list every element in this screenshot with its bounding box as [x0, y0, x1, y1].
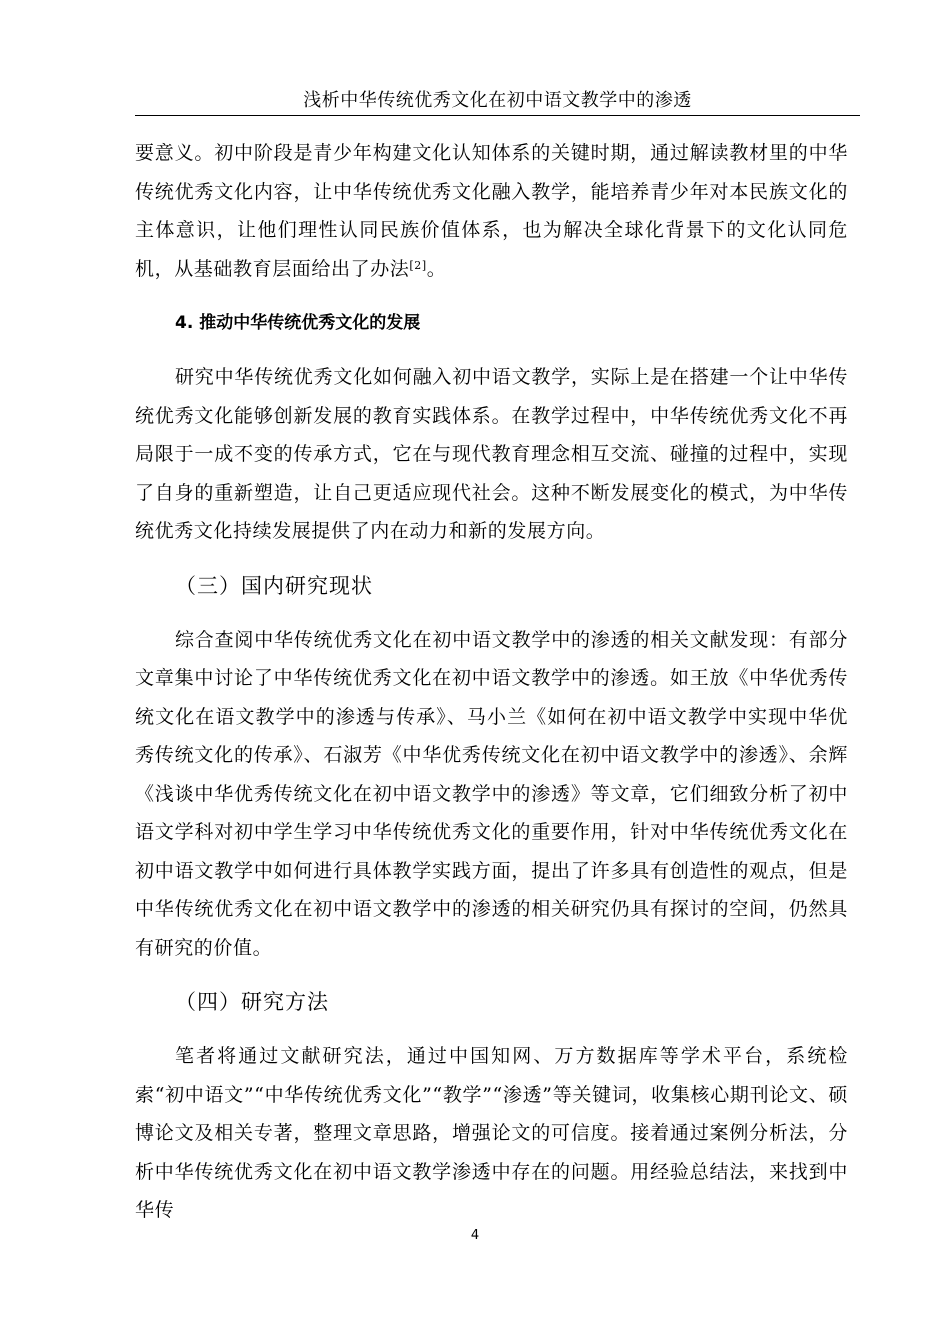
- spacer: [135, 338, 848, 358]
- paragraph-domestic-research: 综合查阅中华传统优秀文化在初中语文教学中的渗透的相关文献发现：有部分文章集中讨论了中华传统优秀文化在初中语文教学中的渗透。如王放《中华优秀传统文化在语文教学中的渗透与传承》、马小兰《如何在初中语文教学中实现中华优秀传统文化的传承》、石淑芳《中华优秀传统文化在初中语文教学中的渗透》、余辉《浅谈中华优秀传统文化在初中语文教学中的渗透》等文章，它们细致分析了初中语文学科对初中学生学习中华传统优秀文化的重要作用，针对中华传统优秀文化在初中语文教学中如何进行具体教学实践方面，提出了许多具有创造性的观点，但是中华传统优秀文化在初中语文教学中的渗透的相关研究仍具有探讨的空间，仍然具有研究的价值。: [135, 628, 848, 959]
- section-heading-research-methods: （四）研究方法: [175, 990, 329, 1014]
- running-header: 浅析中华传统优秀文化在初中语文教学中的渗透: [303, 90, 692, 111]
- header-rule: [135, 115, 860, 116]
- document-body: [135, 134, 848, 1230]
- paragraph-continuation: [135, 134, 848, 288]
- paragraph-text: 要意义。初中阶段是青少年构建文化认知体系的关键时期，通过解读教材里的中华传统优秀文化内容，让中华传统优秀文化融入教学，能培养青少年对本民族文化的主体意识，让他们理性认同民族价值体系，也为解决全球化背景下的文化认同危机，从基础教育层面给出了办法: [135, 142, 848, 280]
- section-heading-domestic-research: （三）国内研究现状: [175, 573, 373, 598]
- paragraph-development: 研究中华传统优秀文化如何融入初中语文教学，实际上是在搭建一个让中华传统优秀文化能够创新发展的教育实践体系。在教学过程中，中华传统优秀文化不再局限于一成不变的传承方式，它在与现代教育理念相互交流、碰撞的过程中，实现了自身的重新塑造，让自己更适应现代社会。这种不断发展变化的模式，为中华传统优秀文化持续发展提供了内在动力和新的发展方向。: [135, 366, 848, 542]
- paragraph-research-methods: 笔者将通过文献研究法，通过中国知网、万方数据库等学术平台，系统检索“初中语文”“中华传统优秀文化”“教学”“渗透”等关键词，收集核心期刊论文、硕博论文及相关专著，整理文章思路，增强论文的可信度。接着通过案例分析法，分析中华传统优秀文化在初中语文教学渗透中存在的问题。用经验总结法，来找到中华传: [135, 1045, 848, 1221]
- paragraph-end: 。: [426, 257, 447, 280]
- spacer: [135, 1017, 848, 1037]
- subheading-promote-development: 4. 推动中华传统优秀文化的发展: [175, 313, 421, 333]
- page-number: 4: [470, 1228, 480, 1243]
- spacer: [135, 601, 848, 621]
- citation-marker: [2]: [409, 258, 427, 272]
